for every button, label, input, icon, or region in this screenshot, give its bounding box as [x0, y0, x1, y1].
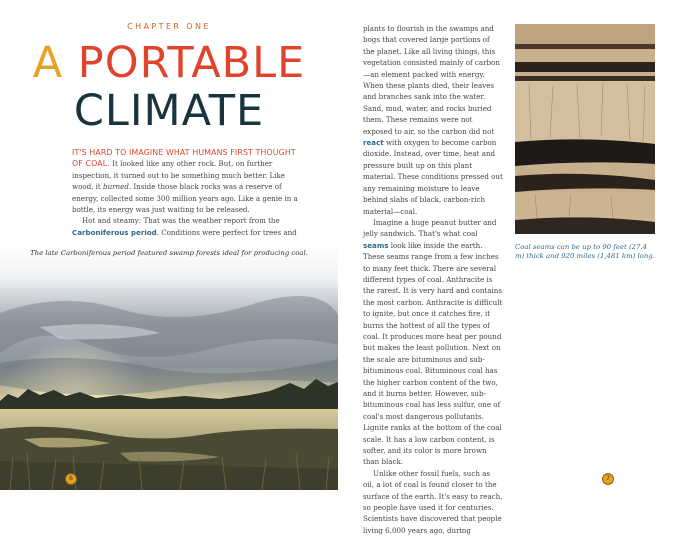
title-word-a: A: [32, 38, 64, 88]
body-paragraph-1: plants to flourish in the swamps and bogs that covered large portions of the planet. Like all living things, this vegetation consisted mainly of carbon—an element packed with energy. When these plants died, their leaves and branches sank into the water. Sand, mud, water, and rocks buried them. These remains were not exposed to air, so the carbon did not react with oxygen to become carbon dioxide. Instead, over time, heat and pressure built up on this plant material. These conditions pressed out any remaining moisture to leave behind slabs of black, carbon-rich material—coal.: [363, 24, 503, 216]
intro-text: [72, 147, 304, 238]
lead-in-caps: IT'S HARD TO IMAGINE WHAT HUMANS FIRST THOUGHT OF COAL.: [72, 148, 296, 169]
right-page: [338, 0, 677, 535]
body-paragraph-2: Imagine a huge peanut butter and jelly sandwich. That's what coal seams look like inside the earth. These seams range from a few inches to many feet thick. There are several different types of coal. Anthracite is the rarest. It is very hard and contains the most carbon. Anthracite is difficult to ignite, but once it catches fire, it burns the hottest of all the types of coal. It produces more heat per pound but makes the least pollution. Next on the scale are bituminous and sub-bituminous coal. Bituminous coal has the higher carbon content of the two, and it burns better. However, sub-bituminous coal has less sulfur, one of coal's most dangerous pollutants. Lignite ranks at the bottom of the coal scale. It has a low carbon content, is softer, and its color is more brown than black.: [363, 217, 503, 467]
page-number-right: 7: [602, 473, 614, 485]
body-paragraph-3: Unlike other fossil fuels, such as oil, a lot of coal is found closer to the surface of the earth. It's easy to reach, so people have used it for centuries. Scientists have discovered that people living 6,000 years ago, during: [363, 468, 503, 535]
chapter-title-line1: [0, 38, 338, 88]
title-word-portable: PORTABLE: [77, 38, 306, 88]
chapter-title-line2: CLIMATE: [73, 86, 265, 136]
left-page: [0, 0, 338, 490]
page-number-left: 6: [65, 473, 77, 485]
coal-seam-photo: [515, 24, 655, 234]
chapter-label: CHAPTER ONE: [127, 22, 211, 31]
keyword-seams[interactable]: seams: [363, 240, 389, 250]
swamp-photo: [0, 243, 338, 490]
coal-photo-caption: Coal seams can be up to 90 feet (27.4 m) thick and 920 miles (1,481 km) long.: [515, 243, 655, 261]
keyword-react[interactable]: react: [363, 138, 384, 148]
photo-caption: The late Carboniferous period featured swamp forests ideal for producing coal.: [30, 249, 308, 257]
keyword-carboniferous-period[interactable]: Carboniferous period: [72, 227, 157, 237]
intro-paragraph-1: IT'S HARD TO IMAGINE WHAT HUMANS FIRST THOUGHT OF COAL. It looked like any other rock. But, on further inspection, it turned out to be something much better. Like wood, it burned. Inside those black rocks was a reserve of energy, collected some 300 million years ago. Like a genie in a bottle, its energy was just waiting to be released.: [72, 148, 298, 215]
intro-paragraph-2: Hot and steamy: That was the weather report from the Carboniferous period. Conditions were perfect for trees and: [72, 216, 297, 237]
body-text-column: [363, 23, 503, 536]
